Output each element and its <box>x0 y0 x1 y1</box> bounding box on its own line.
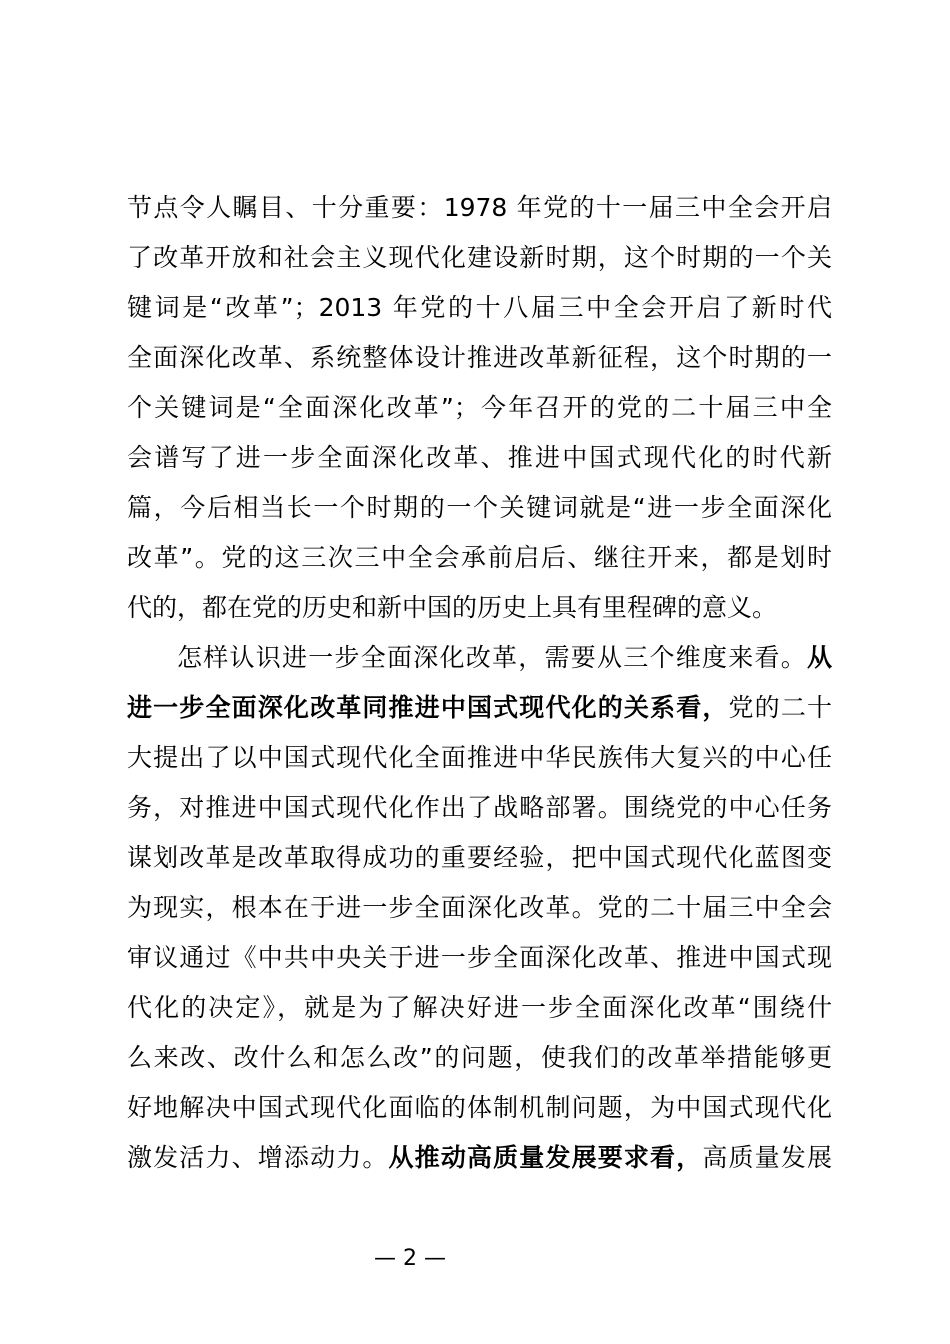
text-line <box>127 283 832 333</box>
text-line <box>127 183 832 233</box>
text-segment: 激发活力、增添动力。 <box>127 1143 389 1172</box>
text-segment: 键词是“改革”；2013 年党的十八届三中全会开启了新时代 <box>127 293 832 322</box>
text-segment: 会谱写了进一步全面深化改革、推进中国式现代化的时代新 <box>127 443 832 472</box>
bold-heading-segment: 从 <box>806 643 832 672</box>
text-line <box>127 833 832 883</box>
text-line <box>127 983 832 1033</box>
text-segment: 节点令人瞩目、十分重要：1978 年党的十一届三中全会开启 <box>127 193 832 222</box>
bold-heading-segment: 从推动高质量发展要求看， <box>388 1143 703 1172</box>
text-line <box>127 683 832 733</box>
text-line <box>127 1133 832 1183</box>
text-segment: 么来改、改什么和怎么改”的问题，使我们的改革举措能够更 <box>127 1043 832 1072</box>
page-number: — 2 — <box>374 1246 446 1271</box>
bold-heading-segment: 进一步全面深化改革同推进中国式现代化的关系看， <box>127 693 729 722</box>
text-segment: 个关键词是“全面深化改革”；今年召开的党的二十届三中全 <box>127 393 832 422</box>
text-line-paragraph-end <box>127 583 832 633</box>
text-segment: 了改革开放和社会主义现代化建设新时期，这个时期的一个关 <box>127 243 832 272</box>
text-segment: 代化的决定》，就是为了解决好进一步全面深化改革“围绕什 <box>127 993 832 1022</box>
text-segment: 谋划改革是改革取得成功的重要经验，把中国式现代化蓝图变 <box>127 843 832 872</box>
document-body <box>127 183 832 1183</box>
text-line <box>127 383 832 433</box>
text-line <box>127 933 832 983</box>
text-line <box>127 783 832 833</box>
text-line <box>127 433 832 483</box>
text-segment: 全面深化改革、系统整体设计推进改革新征程，这个时期的一 <box>127 343 832 372</box>
text-segment: 改革”。党的这三次三中全会承前启后、继往开来，都是划时 <box>127 543 832 572</box>
text-segment: 好地解决中国式现代化面临的体制机制问题，为中国式现代化 <box>127 1093 832 1122</box>
text-segment: 大提出了以中国式现代化全面推进中华民族伟大复兴的中心任 <box>127 743 832 772</box>
text-segment: 审议通过《中共中央关于进一步全面深化改革、推进中国式现 <box>127 943 832 972</box>
text-segment: 篇，今后相当长一个时期的一个关键词就是“进一步全面深化 <box>127 493 832 522</box>
text-line <box>127 733 832 783</box>
text-segment: 党的二十 <box>728 693 832 722</box>
text-line <box>127 1033 832 1083</box>
text-segment: 代的，都在党的历史和新中国的历史上具有里程碑的意义。 <box>127 593 778 622</box>
text-line <box>127 533 832 583</box>
text-line <box>127 1083 832 1133</box>
text-line <box>127 883 832 933</box>
text-segment: 务，对推进中国式现代化作出了战略部署。围绕党的中心任务 <box>127 793 832 822</box>
text-line <box>127 333 832 383</box>
text-segment: 高质量发展 <box>702 1143 832 1172</box>
text-line <box>127 483 832 533</box>
text-line <box>127 233 832 283</box>
text-segment: 为现实，根本在于进一步全面深化改革。党的二十届三中全会 <box>127 893 832 922</box>
text-line-paragraph-start <box>127 633 832 683</box>
text-segment: 怎样认识进一步全面深化改革，需要从三个维度来看。 <box>177 643 807 672</box>
